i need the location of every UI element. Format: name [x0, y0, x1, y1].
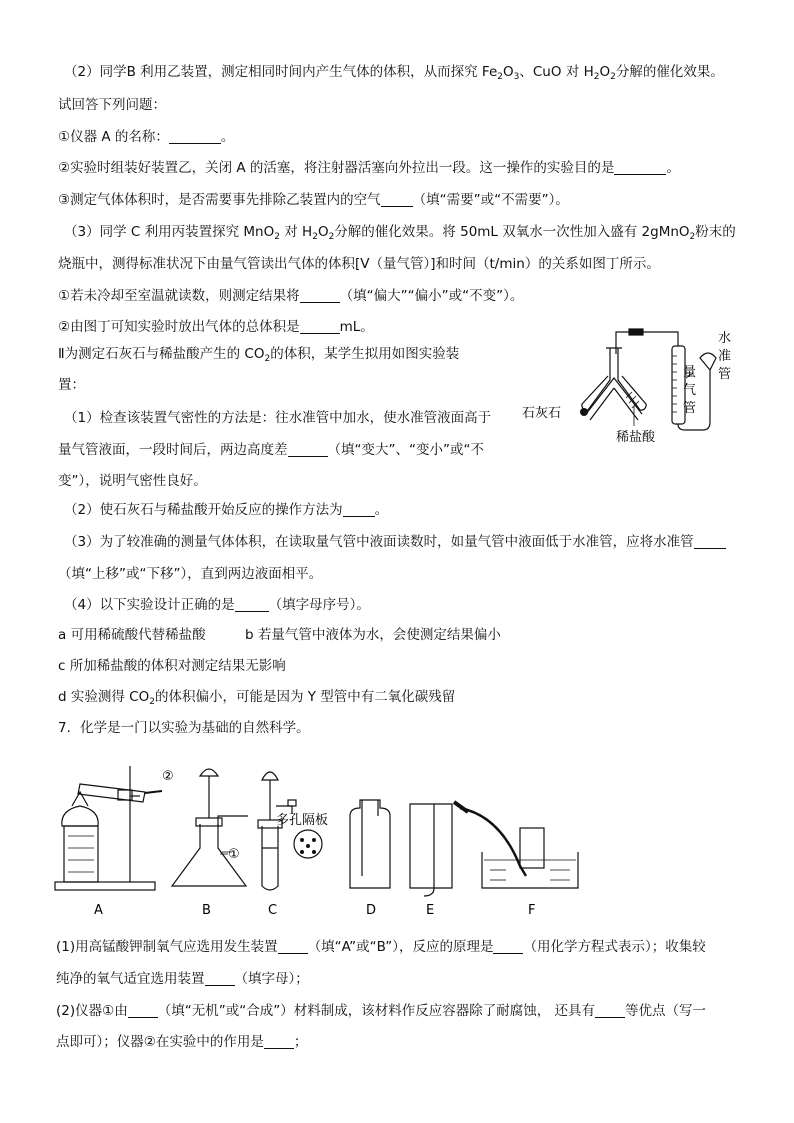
label-D: D	[366, 903, 377, 918]
q7-title: 7．化学是一门以实验为基础的自然科学。	[58, 720, 310, 736]
ask-line: 试回答下列问题：	[58, 97, 166, 113]
answer-blank[interactable]	[694, 534, 726, 549]
label-limestone: 石灰石	[522, 406, 562, 421]
part2-intro: Ⅱ为测定石灰石与稀盐酸产生的 $CO_2$的体积，某学生拟用如图实验装	[58, 346, 460, 364]
q7-apparatus-figure	[50, 756, 590, 924]
co2-volume-apparatus-figure	[518, 318, 758, 453]
option-a: a 可用稀硫酸代替稀盐酸	[58, 627, 206, 643]
part2-step1: （1）检查该装置气密性的方法是：往水准管中加水，使水准管液面高于	[64, 410, 492, 426]
label-water-tube-1: 水	[718, 331, 732, 346]
option-c: c 所加稀盐酸的体积对测定结果无影响	[58, 658, 286, 674]
part2-intro-line2: 置：	[58, 377, 85, 393]
label-A: A	[94, 903, 103, 918]
label-gas-tube-2: 气	[683, 383, 697, 398]
answer-blank[interactable]	[264, 1034, 294, 1049]
q7-step1: (1)用高锰酸钾制氧气应选用发生装置 （填“A”或“B”），反应的原理是 （用化学方程式表示）；收集较	[56, 939, 706, 955]
option-d: d 实验测得 $CO_2$的体积偏小，可能是因为 Y 型管中有二氧化碳残留	[58, 689, 456, 707]
answer-blank[interactable]	[595, 1003, 625, 1018]
label-water-tube-3: 管	[718, 367, 732, 382]
answer-blank[interactable]	[300, 319, 340, 334]
part2-step3-line2: （填“上移”或“下移”），直到两边液面相平。	[58, 566, 323, 582]
answer-blank[interactable]	[278, 939, 308, 954]
q6-part3-item1: ①若未冷却至室温就读数，则测定结果将 （填“偏大”“偏小”或“不变”）。	[58, 288, 524, 304]
q6-part3-line2: 烧瓶中，测得标准状况下由量气管读出气体的体积[V（量气管）]和时间（t/min）的关系如图丁所示。	[58, 256, 660, 272]
answer-blank[interactable]	[288, 442, 328, 457]
label-B: B	[202, 903, 211, 918]
q7-step1-line2: 纯净的氧气适宜选用装置 （填字母）；	[56, 971, 309, 987]
answer-blank[interactable]	[128, 1003, 158, 1018]
answer-blank[interactable]	[300, 288, 340, 303]
option-b: b 若量气管中液体为水，会使测定结果偏小	[245, 627, 501, 643]
label-gas-tube-1: 量	[683, 365, 697, 380]
part2-step2: （2）使石灰石与稀盐酸开始反应的操作方法为 。	[64, 502, 389, 518]
q6-part3-item2: ②由图丁可知实验时放出气体的总体积是 mL。	[58, 319, 374, 335]
label-F: F	[528, 903, 536, 918]
label-water-tube-2: 准	[718, 349, 732, 364]
label-gas-tube-3: 管	[683, 401, 697, 416]
q6-part2-intro: （2）同学B 利用乙装置，测定相同时间内产生气体的体积，从而探究 $Fe_2O_3$、CuO 对 $H_2O_2$分解的催化效果。	[64, 64, 724, 82]
label-acid: 稀盐酸	[616, 430, 656, 445]
q7-step2-line2: 点即可）；仪器②在实验中的作用是 ；	[56, 1034, 308, 1050]
q6-item-1: ①仪器 A 的名称： 。	[58, 129, 235, 145]
answer-blank[interactable]	[235, 597, 269, 612]
q7-step2: (2)仪器①由 （填“无机”或“合成”）材料制成，该材料作反应容器除了耐腐蚀， 还具有 等优点（写一	[56, 1003, 707, 1019]
answer-blank[interactable]	[205, 971, 235, 986]
part2-step1-line2: 量气管液面，一段时间后，两边高度差 （填“变大”、“变小”或“不	[58, 442, 484, 458]
q6-part3-intro: （3）同学 C 利用丙装置探究 MnO$_2$ 对 $H_2O_2$分解的催化效果。将 50mL 双氧水一次性加入盛有 2gMnO$_2$粉末的	[64, 224, 736, 242]
answer-blank[interactable]	[169, 129, 221, 144]
marker-1: ①	[228, 847, 240, 862]
q6-item-2: ②实验时组装好装置乙，关闭 A 的活塞，将注射器活塞向外拉出一段。这一操作的实验目的是 。	[58, 160, 680, 176]
answer-blank[interactable]	[493, 939, 523, 954]
answer-blank[interactable]	[343, 502, 375, 517]
answer-blank[interactable]	[381, 192, 413, 207]
limestone-lump	[580, 408, 588, 416]
answer-blank[interactable]	[614, 160, 666, 175]
label-C: C	[268, 903, 278, 918]
part2-step4: （4）以下实验设计正确的是 （填字母序号）。	[64, 597, 370, 613]
label-porous-plate: 多孔隔板	[276, 813, 329, 828]
part2-step1-line3: 变”），说明气密性良好。	[58, 473, 207, 489]
marker-2: ②	[162, 769, 174, 784]
part2-step3: （3）为了较准确的测量气体体积，在读取量气管中液面读数时，如量气管中液面低于水准管，应将水准管	[64, 532, 726, 552]
label-E: E	[426, 903, 435, 918]
q6-item-3: ③测定气体体积时，是否需要事先排除乙装置内的空气 （填“需要”或“不需要”）。	[58, 192, 569, 208]
